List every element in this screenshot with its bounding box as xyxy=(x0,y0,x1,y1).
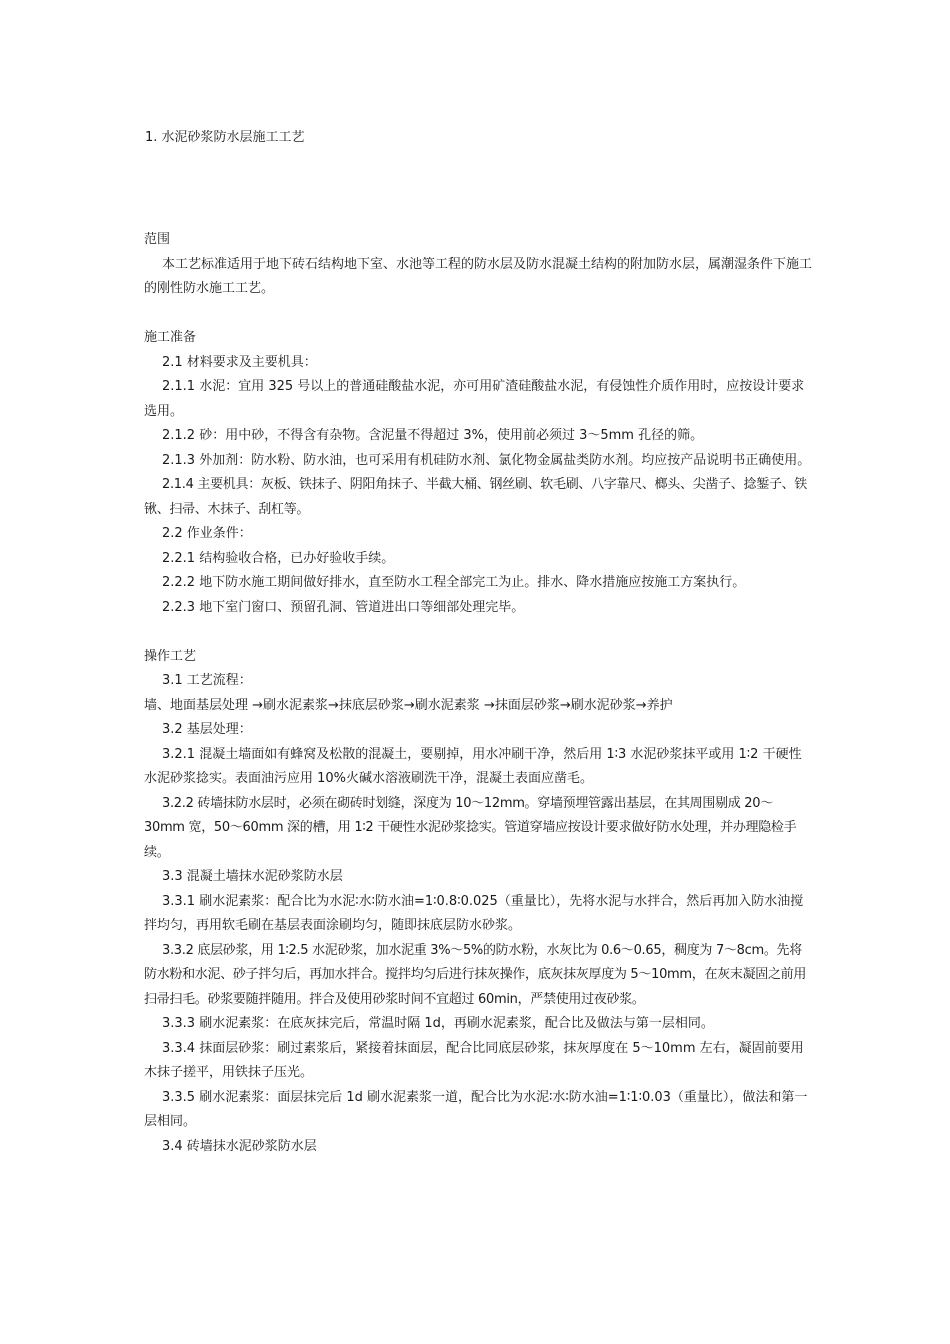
prep-item-2-1-4: 2.1.4 主要机具：灰板、铁抹子、阴阳角抹子、半截大桶、钢丝刷、软毛刷、八字靠尺、榔头、尖凿子、捻錾子、铁锹、扫帚、木抹子、刮杠等。 xyxy=(144,477,808,517)
ops-item-3-2-1: 3.2.1 混凝土墙面如有蜂窝及松散的混凝土，要剔掉，用水冲刷干净，然后用 1∶3 水泥砂浆抹平或用 1∶2 干硬性水泥砂浆捻实。表面油污应用 10%火碱水溶液刷洗干净，混凝土表面应凿毛。 xyxy=(144,746,802,786)
ops-item-3-2-2: 3.2.2 砖墙抹防水层时，必须在砌砖时划缝，深度为 10～12mm。穿墙预埋管露出基层，在其周围剔成 20～30mm 宽，50～60mm 深的槽，用 1∶2 干硬性水泥砂浆捻实。管道穿墙应按设计要求做好防水处理，并办理隐检手续。 xyxy=(144,795,797,860)
prep-item-2-2-2: 2.2.2 地下防水施工期间做好排水，直至防水工程全部完工为止。排水、降水措施应按施工方案执行。 xyxy=(162,575,746,590)
prep-item-2-2-1: 2.2.1 结构验收合格，已办好验收手续。 xyxy=(162,550,395,566)
ops-item-3-2: 3.2 基层处理： xyxy=(162,722,252,737)
prep-item-2-1: 2.1 材料要求及主要机具： xyxy=(162,354,317,370)
ops-process-flow: 墙、地面基层处理 →刷水泥素浆→抹底层砂浆→刷水泥素浆 →抹面层砂浆→刷水泥砂浆→养护 xyxy=(144,697,673,713)
ops-item-3-3-5: 3.3.5 刷水泥素浆：面层抹完后 1d 刷水泥素浆一道，配合比为水泥∶水∶防水油=1∶1∶0.03（重量比），做法和第一层相同。 xyxy=(144,1089,808,1129)
ops-item-3-3-3: 3.3.3 刷水泥素浆：在底灰抹完后，常温时隔 1d，再刷水泥素浆，配合比及做法与第一层相同。 xyxy=(162,1016,714,1031)
section-heading-scope: 范围 xyxy=(144,232,171,247)
section-gap xyxy=(144,302,812,327)
document-body xyxy=(144,228,812,1159)
prep-item-2-1-1: 2.1.1 水泥：宜用 325 号以上的普通硅酸盐水泥，亦可用矿渣硅酸盐水泥，有侵蚀性介质作用时，应按设计要求选用。 xyxy=(144,379,805,419)
section-heading-prep: 施工准备 xyxy=(144,330,197,345)
section-gap xyxy=(144,620,812,645)
ops-item-3-1: 3.1 工艺流程： xyxy=(162,673,252,688)
document-title: 1. 水泥砂浆防水层施工工艺 xyxy=(145,130,305,145)
prep-item-2-1-3: 2.1.3 外加剂：防水粉、防水油，也可采用有机硅防水剂、氯化物金属盐类防水剂。均应按产品说明书正确使用。 xyxy=(162,452,811,468)
scope-paragraph: 本工艺标准适用于地下砖石结构地下室、水池等工程的防水层及防水混凝土结构的附加防水层，属潮湿条件下施工的刚性防水施工工艺。 xyxy=(144,256,813,296)
ops-item-3-4: 3.4 砖墙抹水泥砂浆防水层 xyxy=(162,1138,317,1154)
section-heading-ops: 操作工艺 xyxy=(144,648,197,664)
ops-item-3-3-1: 3.3.1 刷水泥素浆：配合比为水泥∶水∶防水油=1∶0.8∶0.025（重量比），先将水泥与水拌合，然后再加入防水油搅拌均匀，再用软毛刷在基层表面涂刷均匀，随即抹底层防水砂浆。 xyxy=(144,893,804,933)
ops-item-3-3: 3.3 混凝土墙抹水泥砂浆防水层 xyxy=(162,869,343,884)
prep-item-2-2: 2.2 作业条件： xyxy=(162,526,252,541)
prep-item-2-2-3: 2.2.3 地下室门窗口、预留孔洞、管道进出口等细部处理完毕。 xyxy=(162,599,525,615)
ops-item-3-3-2: 3.3.2 底层砂浆，用 1∶2.5 水泥砂浆，加水泥重 3%～5%的防水粉，水灰比为 0.6～0.65，稠度为 7～8cm。先将防水粉和水泥、砂子拌匀后，再加水拌合。搅拌均匀后进行抹灰操作，底灰抹灰厚度为 5～10mm，在灰末凝固之前用扫帚扫毛。砂浆要随拌随用。拌合及使用砂浆时间不宜超过 60min，严禁使用过夜砂浆。 xyxy=(144,942,807,1007)
ops-item-3-3-4: 3.3.4 抹面层砂浆：刷过素浆后，紧接着抹面层，配合比同底层砂浆，抹灰厚度在 5～10mm 左右，凝固前要用木抹子搓平，用铁抹子压光。 xyxy=(144,1040,804,1080)
prep-item-2-1-2: 2.1.2 砂：用中砂，不得含有杂物。含泥量不得超过 3%，使用前必须过 3～5mm 孔径的筛。 xyxy=(162,428,704,443)
